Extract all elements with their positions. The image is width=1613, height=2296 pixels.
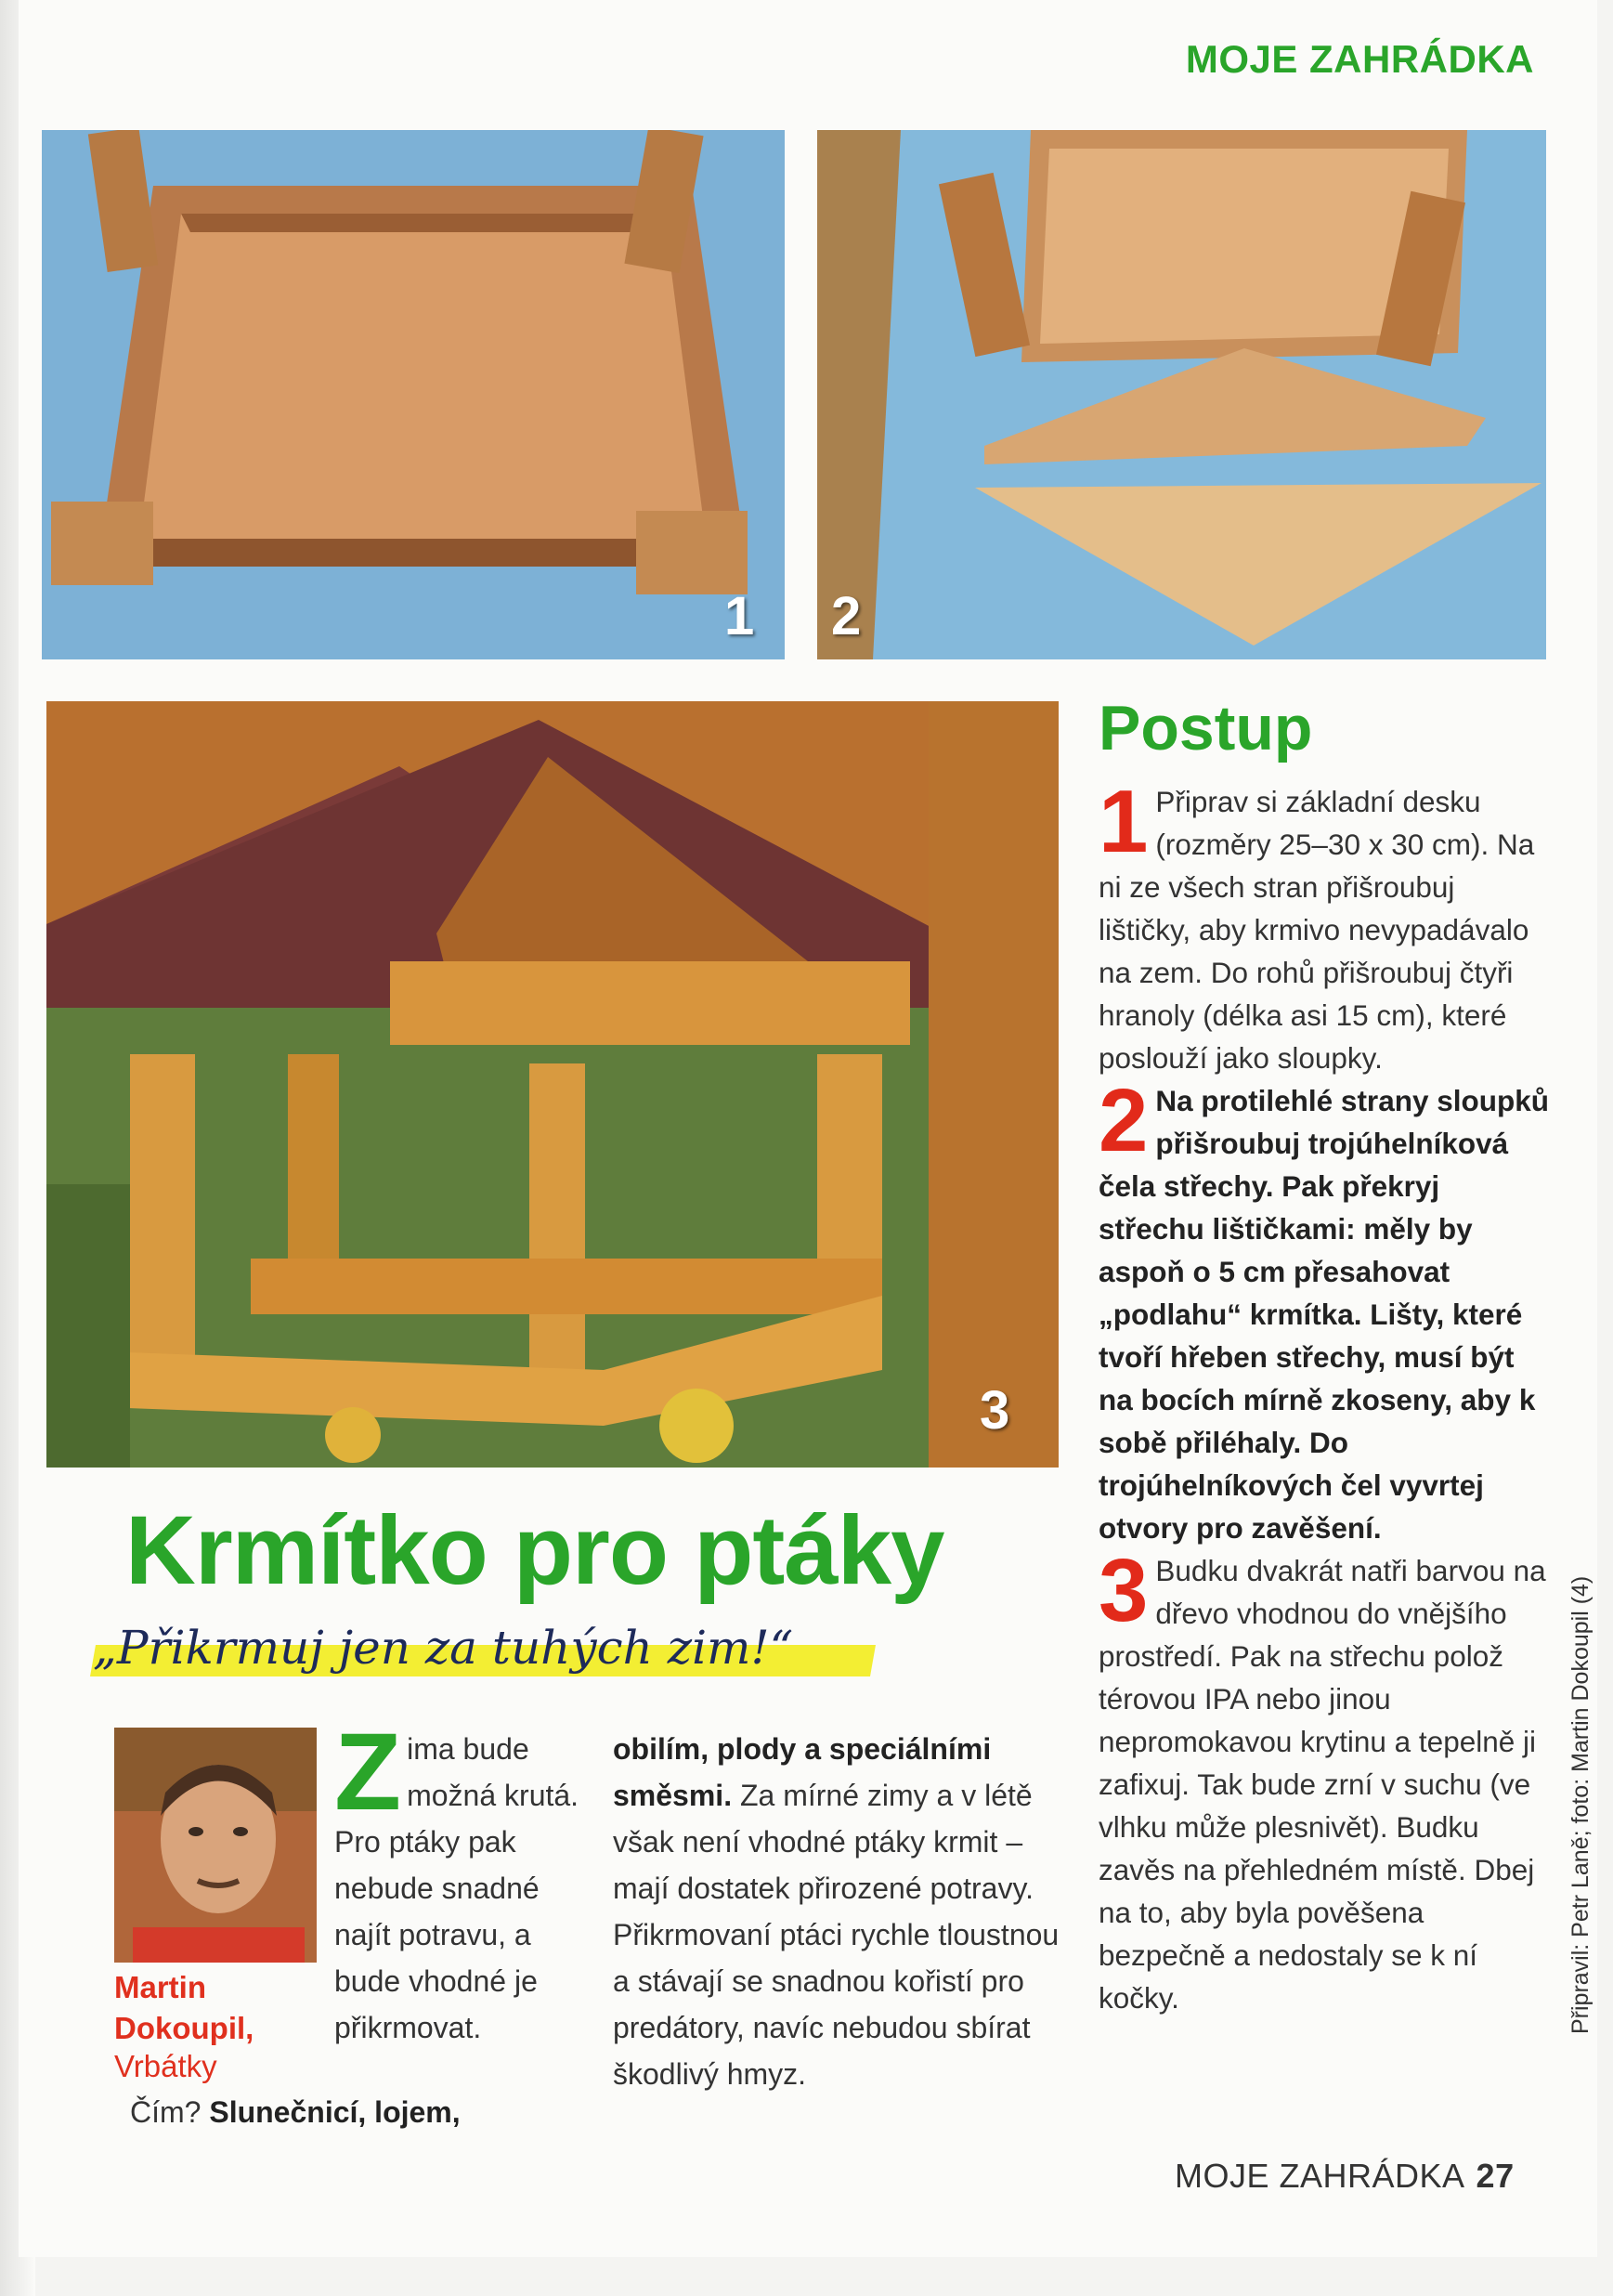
article-title: Krmítko pro ptáky	[125, 1496, 944, 1605]
lead-column-2	[613, 1726, 1068, 2097]
lead-text-2: Za mírné zimy a v létě však není vhodné ptáky krmit – mají dostatek přirozené potravy. Přikrmovaní ptáci rychle tloustnou a stávají se snadnou kořistí pro predátory, navíc nebudou sbírat škodlivý hmyz.	[613, 1779, 1060, 2091]
author-last-name: Dokoupil,	[114, 2011, 254, 2045]
photo-finished-feeder	[46, 701, 1059, 1468]
lead-question-answer: Slunečnicí, lojem,	[209, 2095, 461, 2129]
step-text: Připrav si základní desku (rozměry 25–30 x 30 cm). Na ni ze všech stran přišroubuj lištičky, aby krmivo nevypadávalo na zem. Do rohů přišroubuj čtyři hranoly (délka asi 15 cm), které poslouží jako sloupky.	[1099, 785, 1535, 1075]
step-3	[1099, 1541, 1549, 2019]
step-number: 1	[1099, 772, 1149, 871]
photo-gables	[817, 130, 1546, 659]
article-subtitle: „Přikrmuj jen za tuhých zim!“	[93, 1621, 794, 1675]
postup-steps	[1099, 772, 1549, 2019]
footer-magazine: MOJE ZAHRÁDKA	[1175, 2157, 1465, 2195]
step-2	[1099, 1071, 1549, 1549]
photo-number-2: 2	[831, 586, 862, 646]
lead-bold-text: obilím, plody a speciálními směsmi.	[613, 1732, 992, 1812]
step-text: Budku dvakrát natři barvou na dřevo vhodnou do vnějšího prostředí. Pak na střechu polož térovou IPA nebo jinou nepromokavou krytinu a tepelně ji zafixuj. Tak bude zrní v suchu (ve vlhku může plesnivět). Budku zavěs na přehledném místě. Dbej na to, aby byla pověšena bezpečně a nedostaly se k ní kočky.	[1099, 1554, 1546, 2015]
lead-question	[130, 2095, 461, 2130]
lead-text: ima bude možná krutá. Pro ptáky pak nebude snadné najít potravu, a bude vhodné je přikrmovat.	[334, 1732, 579, 2044]
step-1	[1099, 772, 1549, 1079]
subtitle-block	[93, 1621, 793, 1675]
photo-credit: Připravil: Petr Laně; foto: Martin Dokoupil (4)	[1567, 1575, 1593, 2034]
step-text: Na protilehlé strany sloupků přišroubuj trojúhelníková čela střechy. Pak překryj střechu lištičkami: měly by aspoň o 5 cm přesahovat „podlahu“ krmítka. Lišty, které tvoří hřeben střechy, musí být na bocích mírně zkoseny, aby k sobě přiléhaly. Do trojúhelníkových čel vyvrtej otvory pro zavěšení.	[1099, 1084, 1549, 1545]
lead-column-1	[334, 1711, 580, 2051]
section-header: MOJE ZAHRÁDKA	[1185, 37, 1534, 81]
author-name	[114, 1967, 254, 2049]
page-footer	[1175, 2157, 1515, 2196]
author-first-name: Martin	[114, 1970, 206, 2004]
author-portrait	[114, 1728, 317, 1963]
author-place: Vrbátky	[114, 2049, 217, 2083]
postup-heading: Postup	[1099, 693, 1313, 763]
photo-number-3: 3	[980, 1380, 1010, 1441]
photo-number-1: 1	[724, 586, 755, 646]
drop-cap: Z	[334, 1711, 402, 1833]
step-number: 3	[1099, 1541, 1149, 1640]
page-number: 27	[1476, 2157, 1515, 2195]
lead-question-word: Čím?	[130, 2095, 202, 2129]
step-number: 2	[1099, 1071, 1149, 1170]
photo-base-board	[42, 130, 785, 659]
